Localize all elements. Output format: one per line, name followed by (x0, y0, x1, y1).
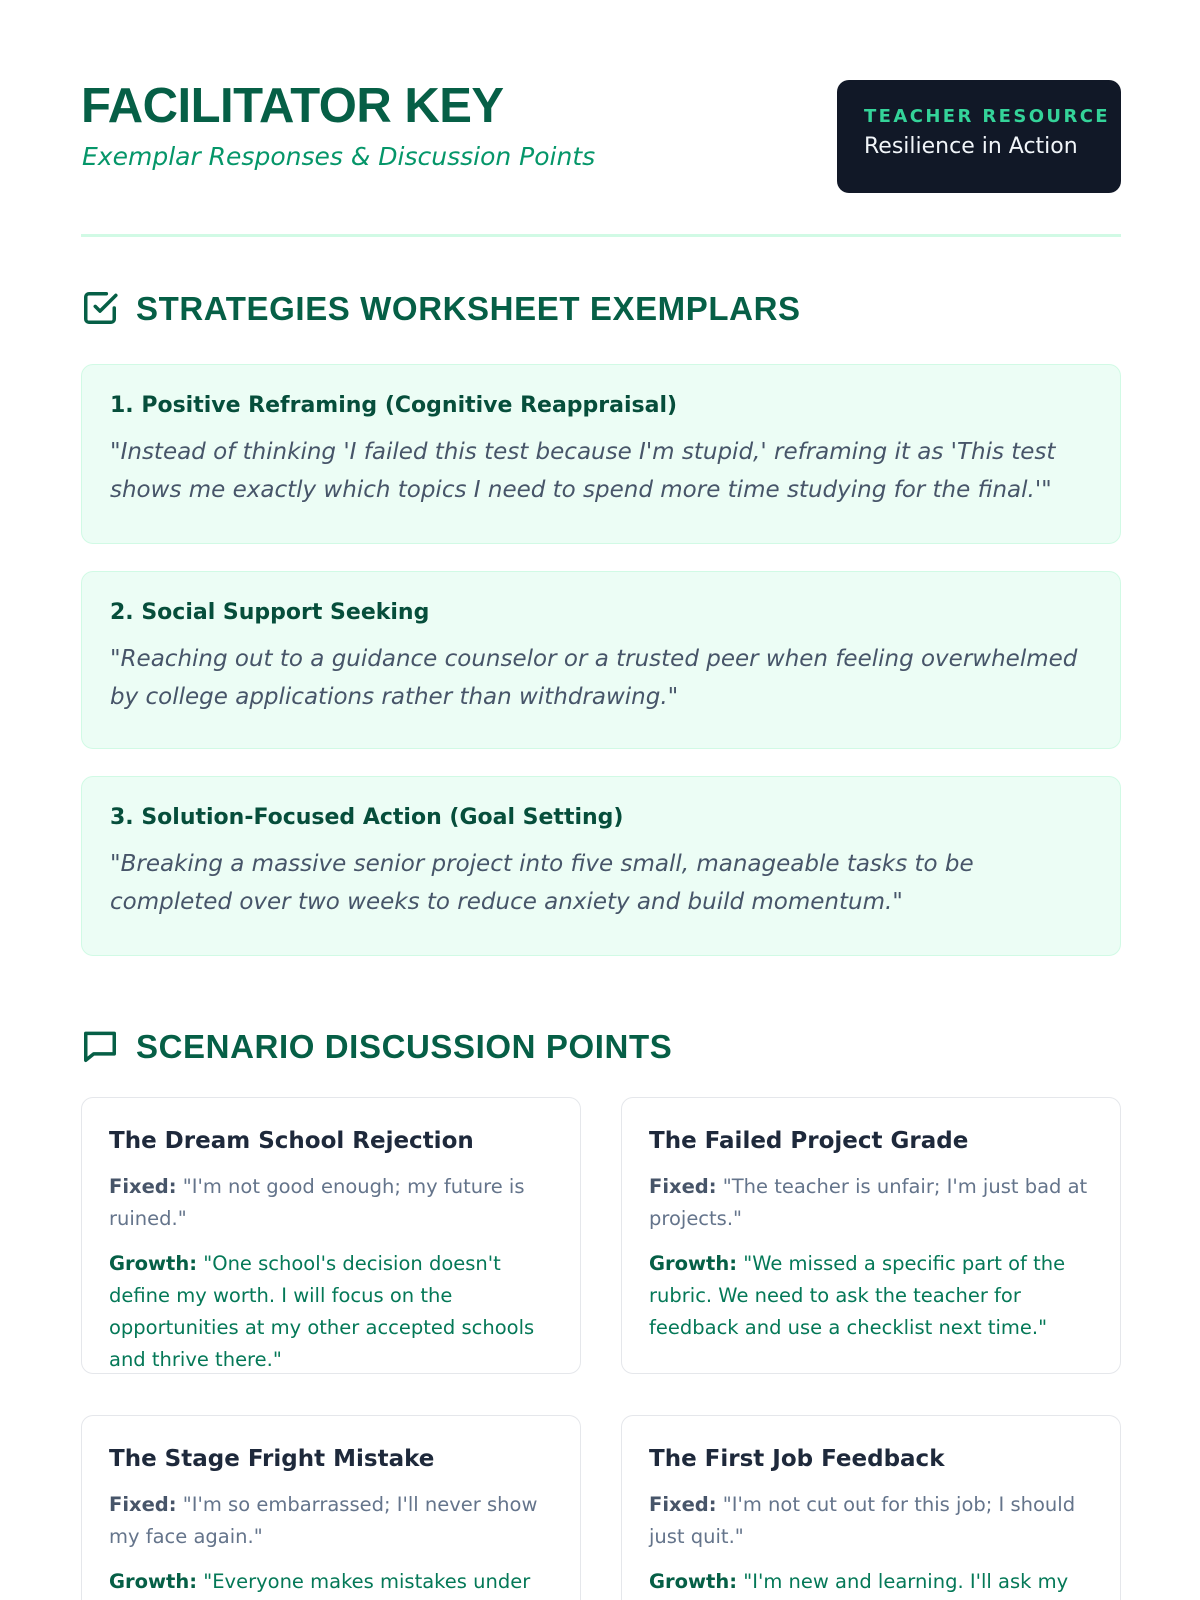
scenario-title: The Stage Fright Mistake (109, 1446, 435, 1472)
page-title: FACILITATOR KEY (81, 79, 504, 133)
growth-response (649, 1566, 1094, 1598)
strategies-section-header (81, 289, 801, 327)
strategy-quote: "Reaching out to a guidance counselor or a trusted peer when feeling overwhelmed by college applications rather than withdrawing." (110, 646, 1078, 711)
checkbox-icon (81, 289, 119, 327)
fixed-label: Fixed: (109, 1174, 177, 1198)
strategies-section-title: STRATEGIES WORKSHEET EXEMPLARS (136, 289, 801, 327)
strategy-name: 2. Social Support Seeking (110, 600, 430, 625)
strategy-quote: "Instead of thinking 'I failed this test because I'm stupid,' reframing it as 'This test shows me exactly which topics I need to spend more time studying for the final.'" (110, 439, 1056, 504)
growth-response (649, 1248, 1094, 1344)
scenarios-section-header (81, 1027, 672, 1065)
growth-label: Growth: (649, 1569, 738, 1593)
badge-label: TEACHER RESOURCE (864, 106, 1111, 127)
growth-response (109, 1566, 554, 1598)
fixed-response (109, 1489, 554, 1553)
scenario-title: The First Job Feedback (649, 1446, 945, 1472)
fixed-text: "The teacher is unfair; I'm just bad at projects." (649, 1174, 1088, 1230)
growth-label: Growth: (109, 1251, 198, 1275)
scenario-card (621, 1097, 1121, 1374)
header-divider (81, 234, 1121, 237)
strategy-name: 1. Positive Reframing (Cognitive Reappraisal) (110, 393, 678, 418)
growth-label: Growth: (109, 1569, 198, 1593)
fixed-text: "I'm not good enough; my future is ruined." (109, 1174, 525, 1230)
page-header (81, 80, 1121, 192)
scenario-title: The Dream School Rejection (109, 1128, 474, 1154)
scenario-card (81, 1097, 581, 1374)
fixed-text: "I'm so embarrassed; I'll never show my face again." (109, 1492, 538, 1548)
growth-response (109, 1248, 554, 1376)
teacher-resource-badge (837, 80, 1121, 193)
strategy-card (81, 776, 1121, 956)
fixed-label: Fixed: (649, 1492, 717, 1516)
fixed-response (649, 1489, 1094, 1553)
strategy-card (81, 364, 1121, 544)
fixed-label: Fixed: (109, 1492, 177, 1516)
growth-text: "I'm new and learning. I'll ask my (743, 1569, 1069, 1593)
scenario-card (621, 1415, 1121, 1600)
growth-text: "Everyone makes mistakes under (203, 1569, 531, 1593)
growth-text: "We missed a specific part of the rubric. We need to ask the teacher for feedback and use a checklist next time." (649, 1251, 1066, 1339)
fixed-response (649, 1171, 1094, 1235)
message-icon (81, 1027, 119, 1065)
growth-label: Growth: (649, 1251, 738, 1275)
scenario-title: The Failed Project Grade (649, 1128, 969, 1154)
scenarios-section-title: SCENARIO DISCUSSION POINTS (136, 1027, 673, 1065)
fixed-response (109, 1171, 554, 1235)
strategy-card (81, 571, 1121, 749)
strategy-quote: "Breaking a massive senior project into five small, manageable tasks to be completed over two weeks to reduce anxiety and build momentum." (110, 851, 974, 916)
scenario-card (81, 1415, 581, 1600)
growth-text: "One school's decision doesn't define my worth. I will focus on the opportunities at my other accepted schools and thrive there." (109, 1251, 535, 1371)
fixed-text: "I'm not cut out for this job; I should just quit." (649, 1492, 1076, 1548)
facilitator-key-page (81, 0, 1121, 1600)
page-subtitle: Exemplar Responses & Discussion Points (82, 142, 596, 171)
strategy-name: 3. Solution-Focused Action (Goal Setting) (110, 805, 624, 830)
badge-title: Resilience in Action (864, 133, 1078, 159)
fixed-label: Fixed: (649, 1174, 717, 1198)
